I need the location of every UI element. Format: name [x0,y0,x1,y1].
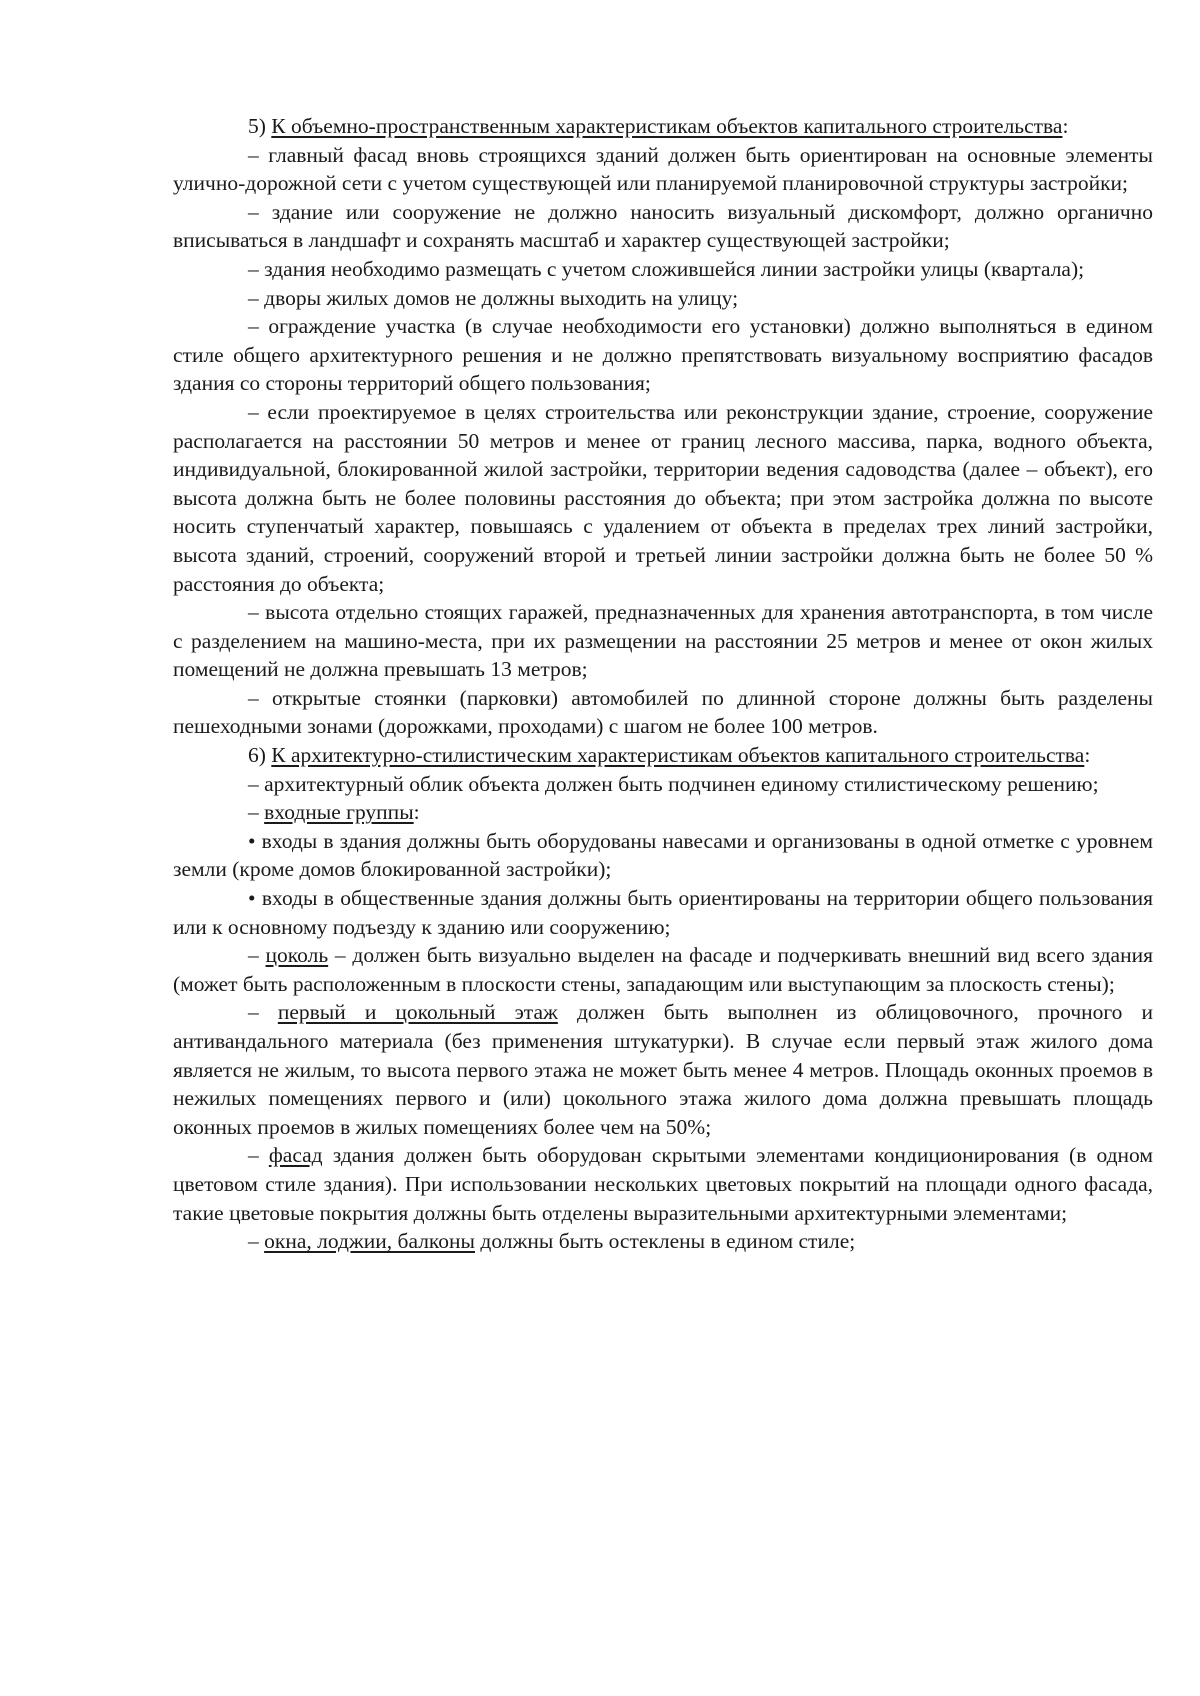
s5-item-text: если проектируемое в целях строительства или реконструкции здание, строение, сооружение располагается на расстоянии 50 метров и менее от границ лесного массива, парка, водного объекта, индивидуальной, блокированной жилой застройки, территории ведения садоводства (далее – объект), его высота должна быть не более половины расстояния до объекта; при этом застройка должна по высоте носить ступенчатый характер, повышаясь с удалением от объекта в пределах трех линий застройки, высота зданий, строений, сооружений второй и третьей линии застройки должна быть не более 50 % расстояния до объекта; [173,399,1153,596]
dash-mark: – [248,285,259,310]
dash-mark: – [248,1143,259,1168]
facade-label: фасад [268,1143,323,1168]
s5-item-5 [173,312,1153,398]
entry-groups-label: входные группы [264,800,414,825]
s6-item-text: архитектурный облик объекта должен быть подчинен единому стилистическому решению; [264,771,1099,796]
s5-item-7 [173,598,1153,684]
dash-mark: – [248,943,259,968]
dash-mark: – [248,685,259,710]
windows-text: должны быть остеклены в едином стиле; [475,1229,856,1254]
plinth-text: – должен быть визуально выделен на фасаде и подчеркивать внешний вид всего здания (может быть расположенным в плоскости стены, западающим или выступающим за плоскость стены); [173,943,1153,996]
first-floor-label: первый и цокольный этаж [277,1000,558,1025]
dash-mark: – [248,314,259,339]
s5-item-text: высота отдельно стоящих гаражей, предназначенных для хранения автотранспорта, в том числе с разделением на машино-места, при их размещении на расстоянии 25 метров и менее от окон жилых помещений не должна превышать 13 метров; [173,600,1153,682]
bullet-mark: • [248,886,256,911]
s5-item-text: открытые стоянки (парковки) автомобилей по длинной стороне должны быть разделены пешеходными зонами (дорожками, проходами) с шагом не более 100 метров. [173,685,1154,739]
s6-entry-groups [173,798,1153,827]
bullet-text: входы в общественные здания должны быть ориентированы на территории общего пользования или к основному подъезду к зданию или сооружению; [173,886,1153,939]
section-5-colon: : [1062,114,1069,138]
s6-bullet-1 [173,827,1153,884]
dash-mark: – [248,1000,259,1025]
s5-item-text: здание или сооружение не должно наносить визуальный дискомфорт, должно органично вписываться в ландшафт и сохранять масштаб и характер существующей застройки; [173,199,1153,253]
s6-bullet-2 [173,884,1153,941]
s5-item-8 [173,684,1153,741]
section-5-number: 5) [248,114,266,138]
s5-item-text: здания необходимо размещать с учетом сложившейся линии застройки улицы (квартала); [264,256,1085,281]
s5-item-text: главный фасад вновь строящихся зданий должен быть ориентирован на основные элементы улично-дорожной сети с учетом существующей или планируемой планировочной структуры застройки; [173,142,1153,196]
s5-item-4 [173,284,1153,313]
dash-mark: – [248,800,259,825]
s6-first-floor [173,998,1153,1141]
section-6-heading [173,741,1153,770]
s5-item-3 [173,255,1153,284]
facade-text: здания должен быть оборудован скрытыми элементами кондиционирования (в одном цветовом стиле здания). При использовании нескольких цветовых покрытий на площади одного фасада, такие цветовые покрытия должны быть отделены выразительными архитектурными элементами; [173,1143,1154,1225]
dash-mark: – [248,1229,259,1254]
windows-label: окна, лоджии, балконы [264,1229,475,1254]
document-page [173,112,1153,1256]
dash-mark: – [248,199,259,224]
s5-item-2 [173,198,1153,255]
s5-item-text: дворы жилых домов не должны выходить на улицу; [264,285,739,310]
section-6-title: К архитектурно-стилистическим характеристикам объектов капитального строительства [271,743,1085,768]
entry-groups-colon: : [413,800,420,825]
s6-facade [173,1141,1153,1227]
s5-item-1 [173,141,1153,198]
dash-mark: – [248,142,259,167]
section-5-title: К объемно-пространственным характеристикам объектов капитального строительства [271,114,1063,138]
bullet-mark: • [248,828,256,853]
plinth-label: цоколь [265,943,329,968]
dash-mark: – [248,771,259,796]
s6-item-style [173,770,1153,799]
first-floor-text: должен быть выполнен из облицовочного, прочного и антивандального материала (без применения штукатурки). В случае если первый этаж жилого дома является не жилым, то высота первого этажа не может быть менее 4 метров. Площадь оконных проемов в нежилых помещениях первого и (или) цокольного этажа жилого дома должна превышать площадь оконных проемов в жилых помещениях более чем на 50%; [173,1000,1154,1139]
dash-mark: – [248,399,259,424]
s5-item-text: ограждение участка (в случае необходимости его установки) должно выполняться в едином стиле общего архитектурного решения и не должно препятствовать визуальному восприятию фасадов здания со стороны территорий общего пользования; [173,314,1153,396]
dash-mark: – [248,256,259,281]
dash-mark: – [248,600,259,625]
bullet-text: входы в здания должны быть оборудованы навесами и организованы в одной отметке с уровнем земли (кроме домов блокированной застройки); [173,828,1153,882]
section-6-number: 6) [248,743,266,768]
section-6-colon: : [1084,743,1091,768]
section-5-heading [173,112,1153,141]
s5-item-6 [173,398,1153,598]
s6-windows [173,1227,1153,1256]
s6-plinth [173,941,1153,998]
